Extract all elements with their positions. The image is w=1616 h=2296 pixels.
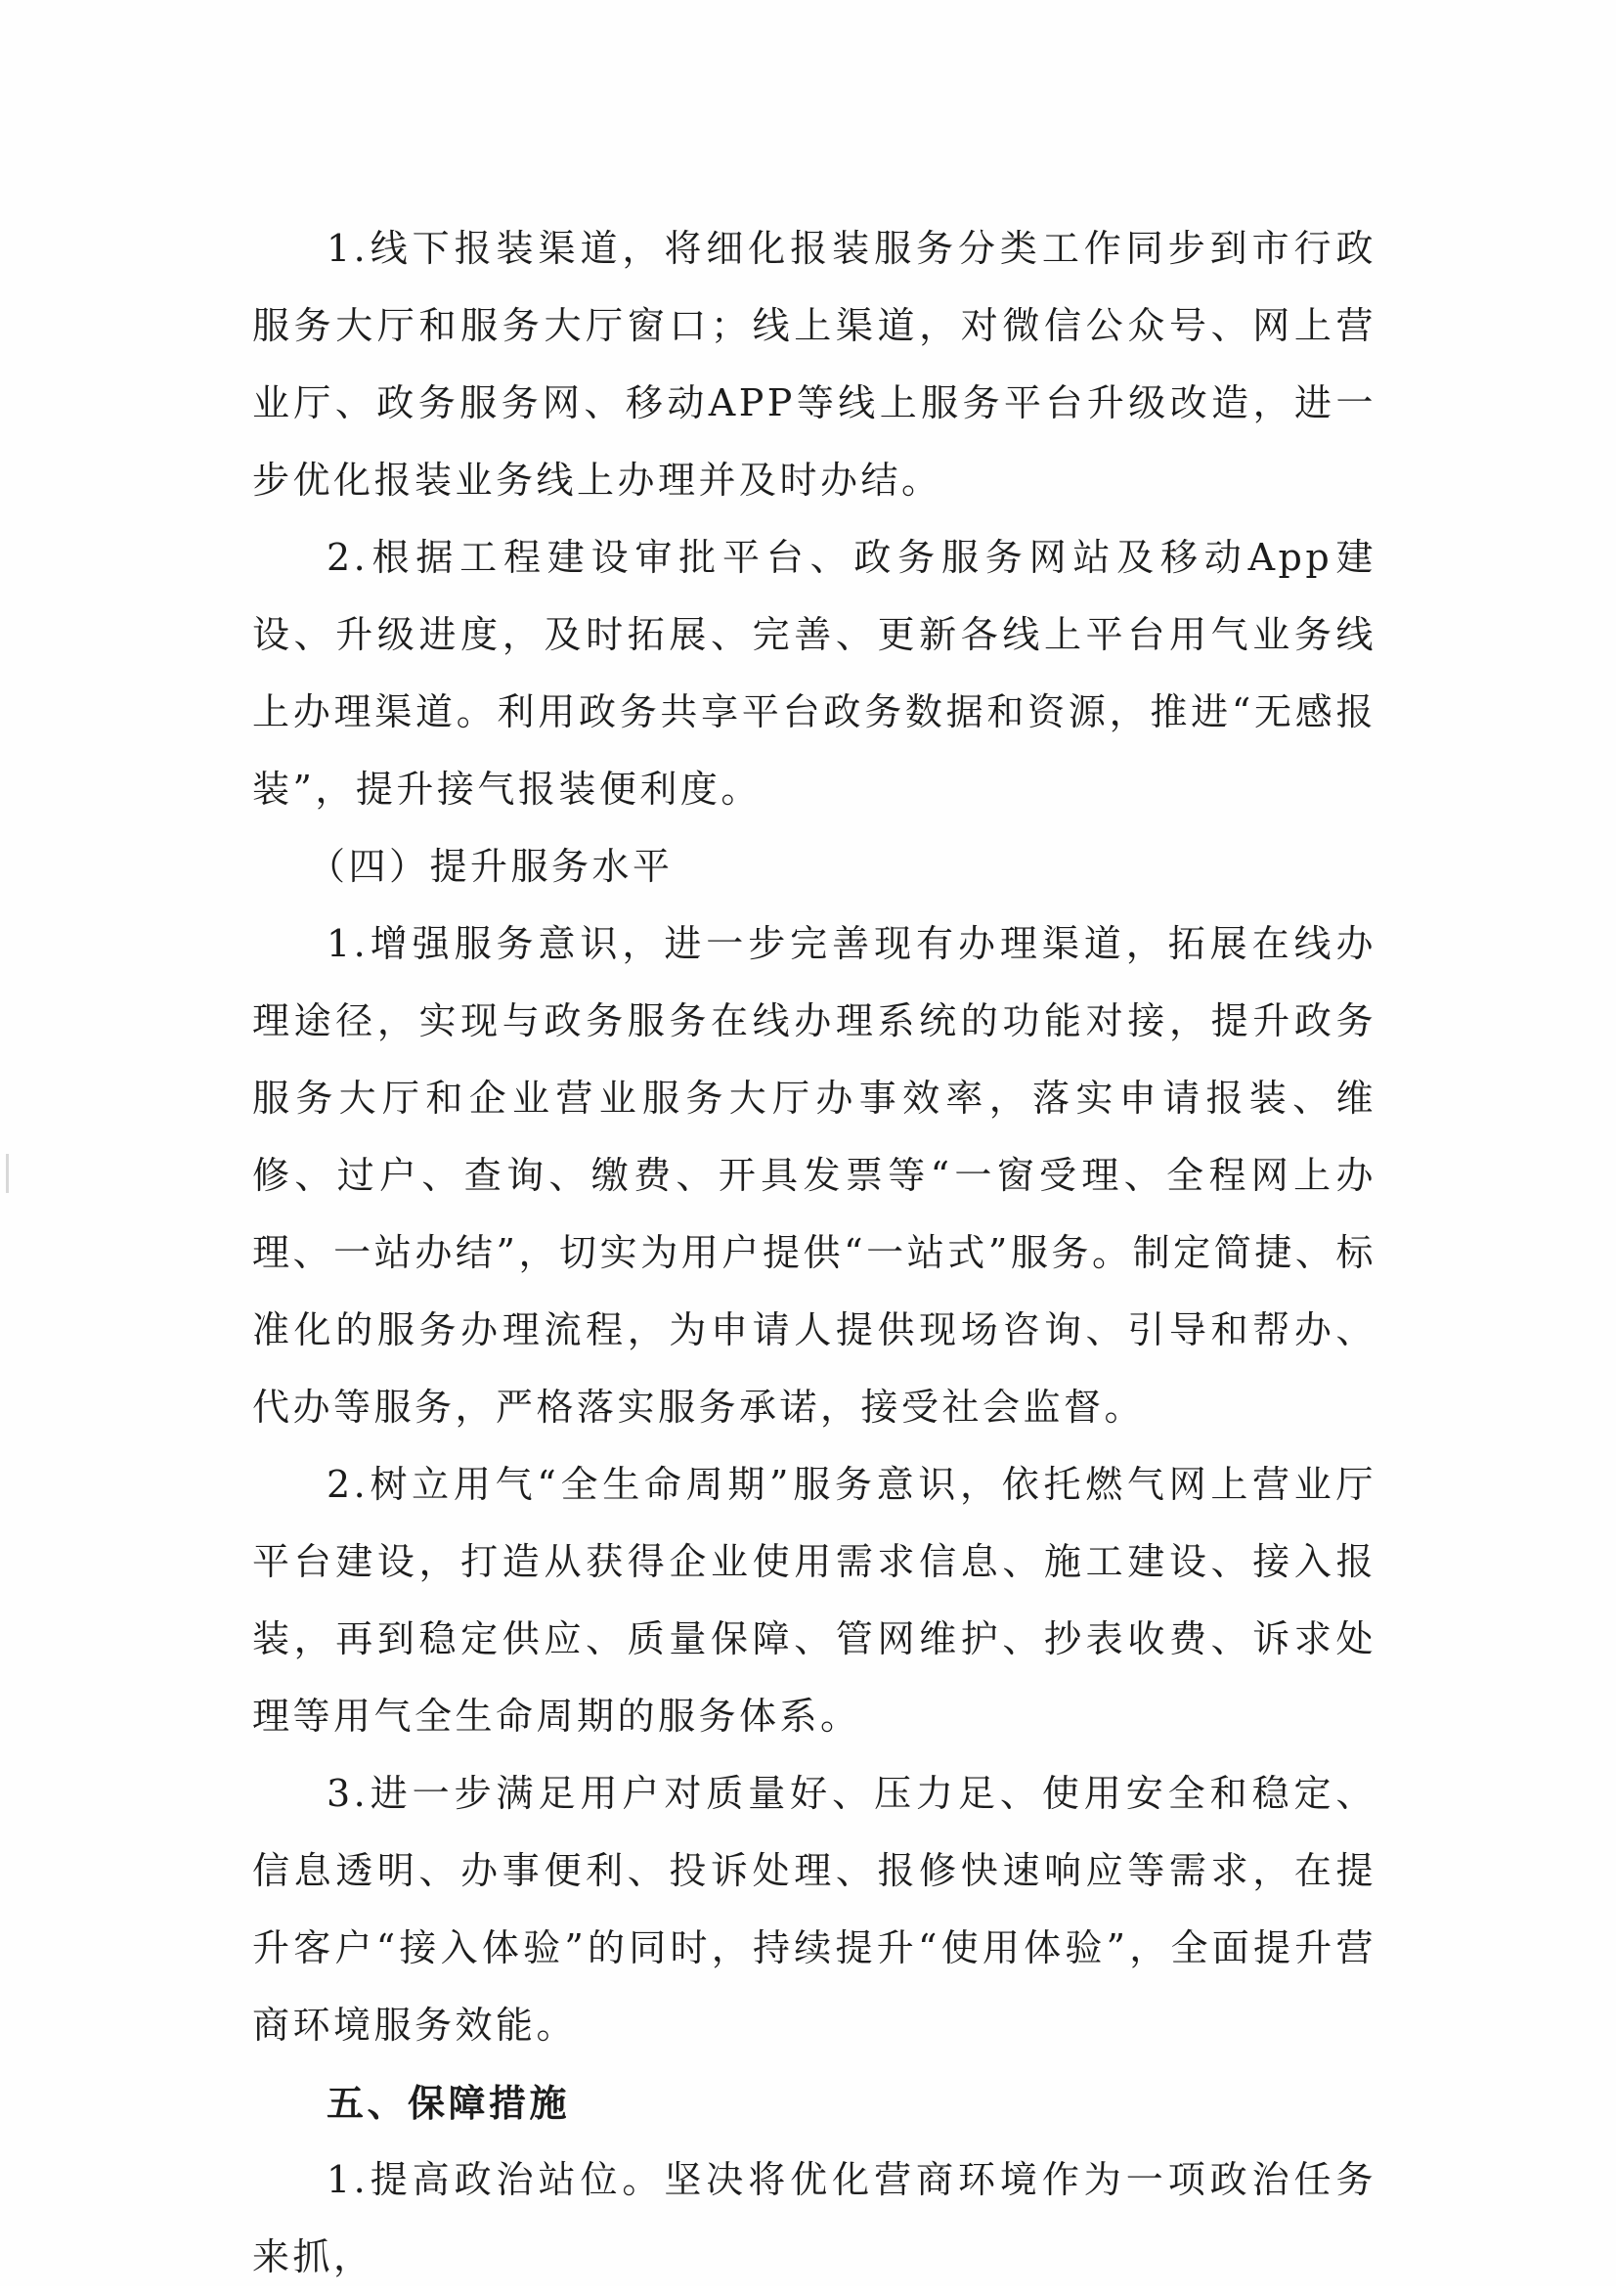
section-heading: 五、保障措施 (327, 2081, 571, 2125)
paragraph-service-awareness: 1.增强服务意识，进一步完善现有办理渠道，拓展在线办理途径，实现与政务服务在线办理系统的功能对接，提升政务服务大厅和企业营业服务大厅办事效率，落实申请报装、维修、过户、查询、缴费、开具发票等“一窗受理、全程网上办理、一站办结”，切实为用户提供“一站式”服务。制定简捷、标准化的服务办理流程，为申请人提供现场咨询、引导和帮办、代办等服务，严格落实服务承诺，接受社会监督。 (252, 922, 1376, 1429)
scan-edge-mark (6, 1154, 9, 1193)
paragraph-political-stance: 1.提高政治站位。坚决将优化营商环境作为一项政治任务来抓， (252, 2158, 1376, 2278)
paragraph-platform-progress: 2.根据工程建设审批平台、政务服务网站及移动App建设、升级进度，及时拓展、完善、更新各线上平台用气业务线上办理渠道。利用政务共享平台政务数据和资源，推进“无感报装”，提升接气报装便利度。 (252, 536, 1376, 811)
paragraph-user-needs: 3.进一步满足用户对质量好、压力足、使用安全和稳定、信息透明、办事便利、投诉处理、报修快速响应等需求，在提升客户“接入体验”的同时，持续提升“使用体验”，全面提升营商环境服务效能。 (252, 1772, 1376, 2047)
paragraph-offline-online-channels: 1.线下报装渠道，将细化报装服务分类工作同步到市行政服务大厅和服务大厅窗口；线上渠道，对微信公众号、网上营业厅、政务服务网、移动APP等线上服务平台升级改造，进一步优化报装业务线上办理并及时办结。 (252, 227, 1376, 502)
document-body (252, 210, 1376, 2296)
subsection-heading: （四）提升服务水平 (308, 845, 674, 888)
paragraph-lifecycle-service: 2.树立用气“全生命周期”服务意识，依托燃气网上营业厅平台建设，打造从获得企业使用需求信息、施工建设、接入报装，再到稳定供应、质量保障、管网维护、抄表收费、诉求处理等用气全生命周期的服务体系。 (252, 1463, 1376, 1738)
